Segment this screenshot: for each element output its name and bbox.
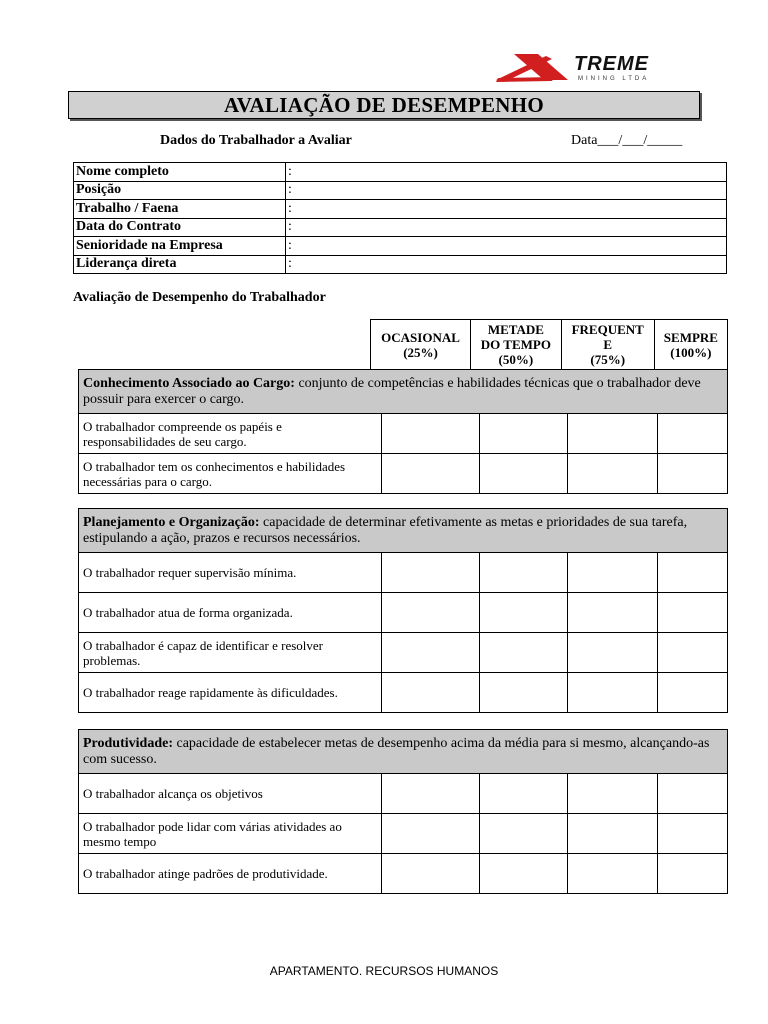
info-row bbox=[74, 255, 727, 274]
criterion-row bbox=[79, 454, 728, 494]
rating-cell[interactable] bbox=[382, 454, 480, 494]
rating-cell[interactable] bbox=[382, 414, 480, 454]
category-description: capacidade de determinar efetivamente as metas e prioridades de sua tarefa, estipulando a ação, prazos e recursos necessários. bbox=[83, 514, 688, 546]
criterion-text: O trabalhador alcança os objetivos bbox=[79, 774, 382, 814]
rating-header-line: SEMPRE bbox=[663, 329, 718, 345]
rating-cell[interactable] bbox=[568, 454, 658, 494]
rating-cell[interactable] bbox=[382, 854, 480, 894]
criterion-row bbox=[79, 633, 728, 673]
info-row bbox=[74, 200, 727, 219]
criterion-row bbox=[79, 414, 728, 454]
xtreme-logo-icon bbox=[494, 50, 700, 84]
rating-cell[interactable] bbox=[568, 854, 658, 894]
criterion-text: O trabalhador atinge padrões de produtividade. bbox=[79, 854, 382, 894]
criterion-text: O trabalhador atua de forma organizada. bbox=[79, 593, 382, 633]
criterion-text: O trabalhador pode lidar com várias atividades ao mesmo tempo bbox=[79, 814, 382, 854]
rating-cell[interactable] bbox=[382, 814, 480, 854]
rating-column-header bbox=[561, 320, 654, 370]
rating-header-line: (50%) bbox=[498, 352, 534, 368]
criterion-text: O trabalhador tem os conhecimentos e habilidades necessárias para o cargo. bbox=[79, 454, 382, 494]
rating-cell[interactable] bbox=[382, 673, 480, 713]
rating-column-header bbox=[371, 320, 471, 370]
info-label: Senioridade na Empresa bbox=[74, 237, 286, 256]
criterion-row bbox=[79, 553, 728, 593]
svg-text:MINING LTDA: MINING LTDA bbox=[578, 76, 650, 82]
info-label: Nome completo bbox=[74, 163, 286, 182]
info-row bbox=[74, 237, 727, 256]
rating-header-line: (75%) bbox=[590, 352, 626, 368]
rating-header-line: (25%) bbox=[403, 344, 438, 360]
info-row bbox=[74, 218, 727, 237]
rating-column-header bbox=[654, 320, 727, 370]
criterion-text: O trabalhador é capaz de identificar e resolver problemas. bbox=[79, 633, 382, 673]
evaluation-section-title: Avaliação de Desempenho do Trabalhador bbox=[73, 290, 326, 305]
rating-cell[interactable] bbox=[479, 454, 567, 494]
info-label: Trabalho / Faena bbox=[74, 200, 286, 219]
category-header bbox=[79, 509, 728, 553]
rating-cell[interactable] bbox=[658, 633, 728, 673]
rating-header-line: METADE bbox=[487, 322, 544, 338]
rating-cell[interactable] bbox=[382, 774, 480, 814]
info-value-field[interactable]: : bbox=[286, 200, 727, 219]
footer-department: APARTAMENTO. RECURSOS HUMANOS bbox=[269, 964, 499, 978]
info-label: Posição bbox=[74, 181, 286, 200]
worker-info-table bbox=[73, 162, 727, 274]
date-field[interactable]: Data___/___/_____ bbox=[571, 133, 683, 148]
rating-cell[interactable] bbox=[479, 814, 567, 854]
rating-header-line: FREQUENT bbox=[571, 322, 644, 338]
criterion-row bbox=[79, 854, 728, 894]
svg-text:TREME: TREME bbox=[574, 53, 649, 75]
rating-cell[interactable] bbox=[479, 854, 567, 894]
info-value-field[interactable]: : bbox=[286, 181, 727, 200]
rating-cell[interactable] bbox=[479, 414, 567, 454]
criterion-text: O trabalhador requer supervisão mínima. bbox=[79, 553, 382, 593]
rating-cell[interactable] bbox=[658, 673, 728, 713]
rating-cell[interactable] bbox=[568, 633, 658, 673]
category-name: Conhecimento Associado ao Cargo: bbox=[83, 375, 295, 391]
rating-cell[interactable] bbox=[382, 633, 480, 673]
rating-cell[interactable] bbox=[568, 673, 658, 713]
category-name: Planejamento e Organização: bbox=[83, 514, 260, 530]
category-header bbox=[79, 730, 728, 774]
info-row bbox=[74, 163, 727, 182]
rating-cell[interactable] bbox=[479, 774, 567, 814]
category-table bbox=[78, 369, 728, 494]
category-table bbox=[78, 729, 728, 894]
info-value-field[interactable]: : bbox=[286, 163, 727, 182]
criterion-row bbox=[79, 814, 728, 854]
criterion-row bbox=[79, 774, 728, 814]
info-value-field[interactable]: : bbox=[286, 237, 727, 256]
category-header bbox=[79, 370, 728, 414]
rating-cell[interactable] bbox=[568, 593, 658, 633]
worker-data-heading: Dados do Trabalhador a Avaliar bbox=[160, 133, 352, 148]
rating-cell[interactable] bbox=[568, 553, 658, 593]
category-name: Produtividade: bbox=[83, 735, 173, 751]
rating-cell[interactable] bbox=[479, 633, 567, 673]
rating-cell[interactable] bbox=[658, 454, 728, 494]
info-value-field[interactable]: : bbox=[286, 218, 727, 237]
criterion-row bbox=[79, 673, 728, 713]
company-logo bbox=[494, 50, 700, 84]
rating-cell[interactable] bbox=[658, 414, 728, 454]
rating-cell[interactable] bbox=[658, 814, 728, 854]
rating-header bbox=[370, 319, 728, 370]
info-value-field[interactable]: : bbox=[286, 255, 727, 274]
category-table bbox=[78, 508, 728, 713]
info-label: Data do Contrato bbox=[74, 218, 286, 237]
rating-cell[interactable] bbox=[568, 414, 658, 454]
rating-column-header bbox=[471, 320, 562, 370]
rating-header-line: DO TEMPO bbox=[480, 337, 551, 353]
rating-header-line: (100%) bbox=[670, 344, 712, 360]
criterion-text: O trabalhador compreende os papéis e responsabilidades de seu cargo. bbox=[79, 414, 382, 454]
category-description: conjunto de competências e habilidades técnicas que o trabalhador deve possuir para exercer o cargo. bbox=[83, 375, 701, 407]
rating-cell[interactable] bbox=[658, 593, 728, 633]
criterion-text: O trabalhador reage rapidamente às dificuldades. bbox=[79, 673, 382, 713]
rating-header-line: OCASIONAL bbox=[381, 329, 460, 345]
rating-cell[interactable] bbox=[382, 593, 480, 633]
rating-cell[interactable] bbox=[568, 814, 658, 854]
rating-cell[interactable] bbox=[479, 673, 567, 713]
rating-cell[interactable] bbox=[658, 553, 728, 593]
rating-cell[interactable] bbox=[382, 553, 480, 593]
rating-cell[interactable] bbox=[479, 593, 567, 633]
rating-cell[interactable] bbox=[658, 854, 728, 894]
rating-cell[interactable] bbox=[658, 774, 728, 814]
page-title: AVALIAÇÃO DE DESEMPENHO bbox=[68, 91, 700, 119]
rating-header-line: E bbox=[603, 337, 613, 353]
rating-cell[interactable] bbox=[479, 553, 567, 593]
info-label: Liderança direta bbox=[74, 255, 286, 274]
criterion-row bbox=[79, 593, 728, 633]
rating-cell[interactable] bbox=[568, 774, 658, 814]
info-row bbox=[74, 181, 727, 200]
category-description: capacidade de estabelecer metas de desempenho acima da média para si mesmo, alcançando-as com sucesso. bbox=[83, 735, 710, 767]
